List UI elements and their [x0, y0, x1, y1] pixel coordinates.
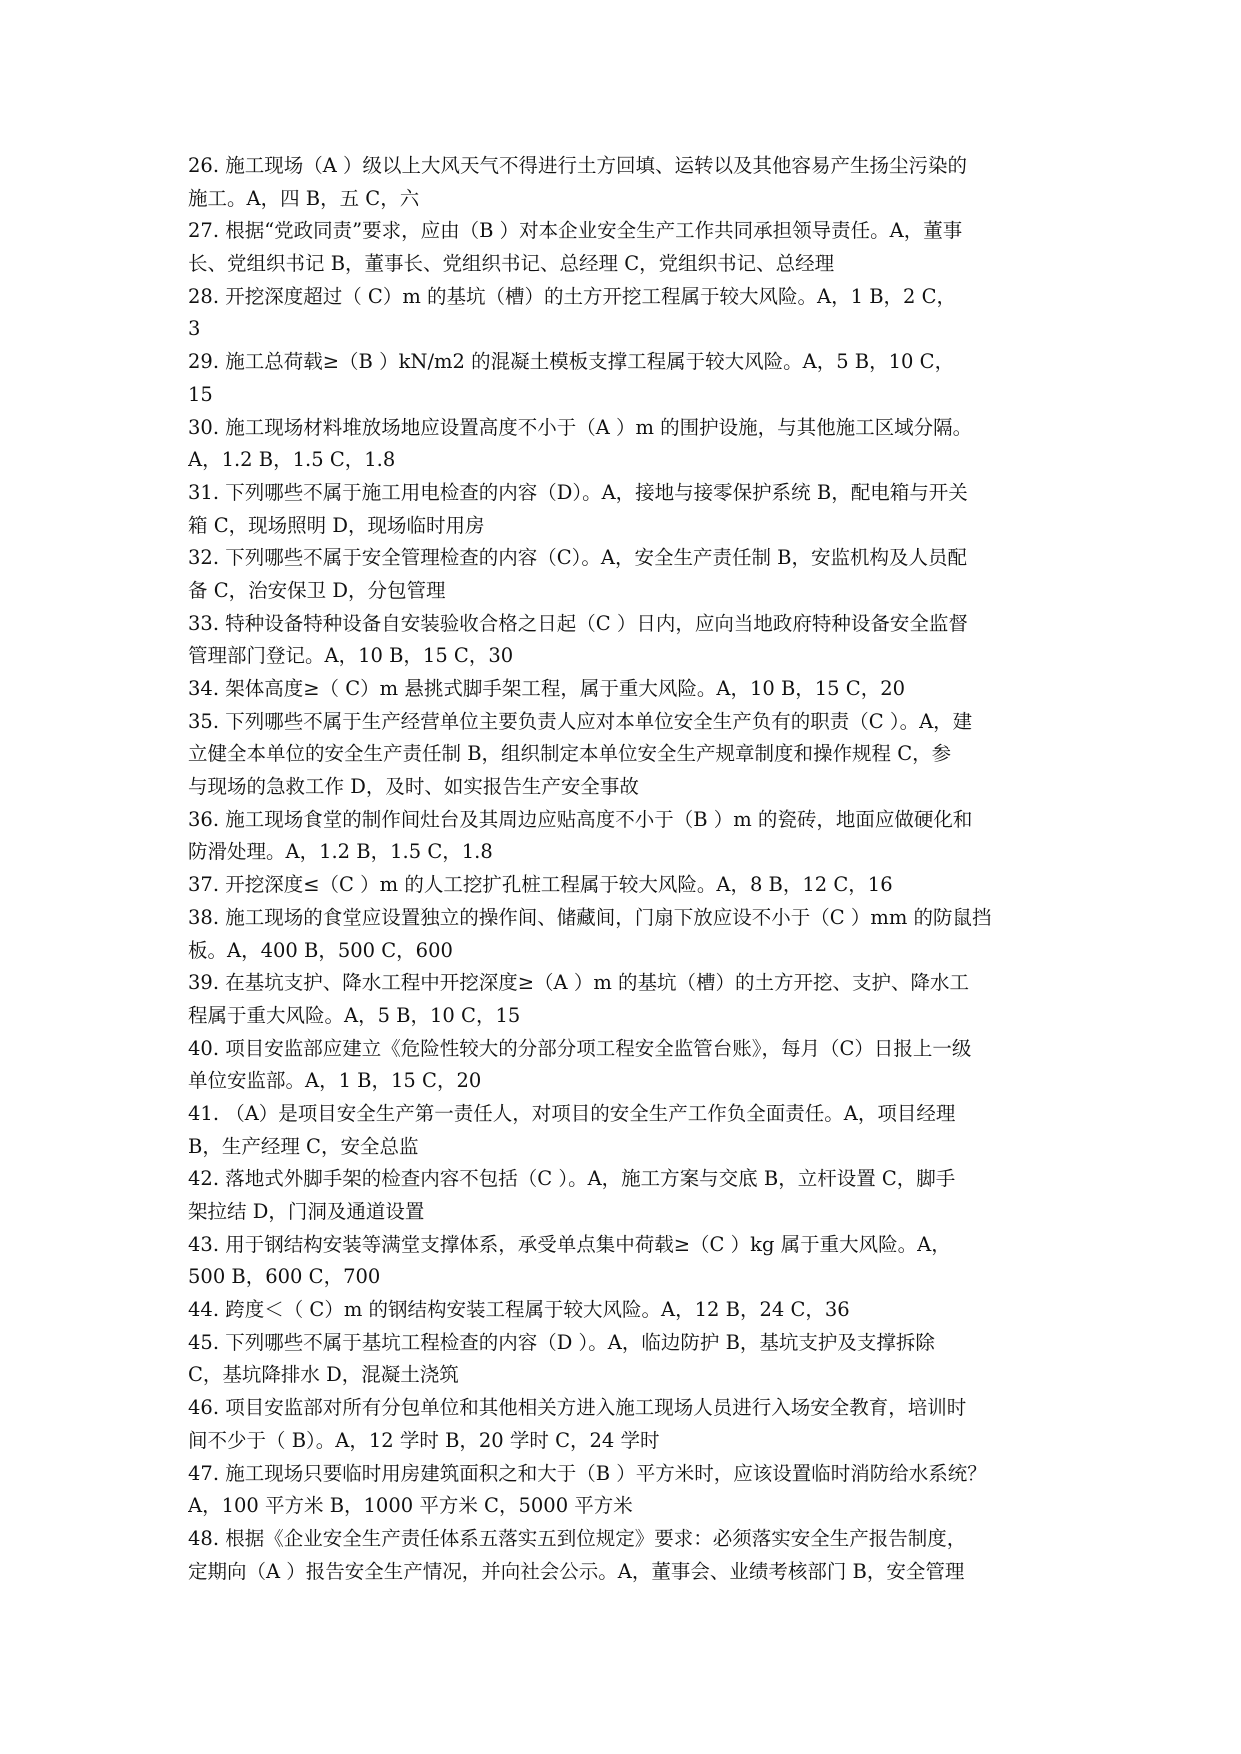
text-line: 41. （A）是项目安全生产第一责任人，对项目的安全生产工作负全面责任。A，项目经理 — [188, 1101, 956, 1125]
text-line: 43. 用于钢结构安装等满堂支撑体系，承受单点集中荷载≥（C ）kg 属于重大风险。A， — [188, 1232, 951, 1256]
text-line: 立健全本单位的安全生产责任制 B，组织制定本单位安全生产规章制度和操作规程 C，参 — [188, 742, 952, 766]
text-line: 3 — [188, 317, 201, 341]
text-line: 27. 根据“党政同责”要求，应由（B ）对本企业安全生产工作共同承担领导责任。A，董事 — [188, 219, 963, 243]
text-line: 单位安监部。A，1 B，15 C，20 — [188, 1069, 482, 1093]
text-line: 与现场的急救工作 D，及时、如实报告生产安全事故 — [188, 775, 639, 799]
text-line: 42. 落地式外脚手架的检查内容不包括（C ）。A，施工方案与交底 B，立杆设置 C，脚手 — [188, 1167, 956, 1191]
text-line: 15 — [188, 382, 213, 406]
text-line: 45. 下列哪些不属于基坑工程检查的内容（D ）。A，临边防护 B，基坑支护及支撑拆除 — [188, 1330, 935, 1354]
text-line: 47. 施工现场只要临时用房建筑面积之和大于（B ）平方米时，应该设置临时消防给水系统？ — [188, 1461, 987, 1485]
text-line: A，100 平方米 B，1000 平方米 C，5000 平方米 — [188, 1494, 633, 1518]
text-line: 26. 施工现场（A ）级以上大风天气不得进行土方回填、运转以及其他容易产生扬尘污染的 — [188, 154, 967, 177]
text-line: 37. 开挖深度≤（C ）m 的人工挖扩孔桩工程属于较大风险。A，8 B，12 C，16 — [188, 873, 893, 897]
text-line: 29. 施工总荷载≥（B ）kN/m2 的混凝土模板支撑工程属于较大风险。A，5 B，10 C， — [188, 350, 955, 374]
text-line: 长、党组织书记 B，董事长、党组织书记、总经理 C，党组织书记、总经理 — [188, 252, 835, 276]
text-line: 28. 开挖深度超过（ C）m 的基坑（槽）的土方开挖工程属于较大风险。A，1 B，2 C， — [188, 284, 957, 308]
text-line: 46. 项目安监部对所有分包单位和其他相关方进入施工现场人员进行入场安全教育，培训时 — [188, 1396, 967, 1420]
text-line: A，1.2 B，1.5 C，1.8 — [188, 448, 396, 472]
text-line: C，基坑降排水 D，混凝土浇筑 — [188, 1363, 459, 1387]
text-line: 48. 根据《企业安全生产责任体系五落实五到位规定》要求：必须落实安全生产报告制度， — [188, 1526, 967, 1550]
text-line: 管理部门登记。A，10 B，15 C，30 — [188, 644, 514, 668]
text-line: 38. 施工现场的食堂应设置独立的操作间、储藏间，门扇下放应设不小于（C ）mm 的防鼠挡 — [188, 905, 992, 929]
text-line: 间不少于（ B）。A，12 学时 B，20 学时 C，24 学时 — [188, 1428, 660, 1452]
text-line: 架拉结 D，门洞及通道设置 — [188, 1200, 425, 1223]
text-line: B，生产经理 C，安全总监 — [188, 1134, 419, 1158]
text-line: 31. 下列哪些不属于施工用电检查的内容（D）。A，接地与接零保护系统 B，配电箱与开关 — [188, 480, 968, 504]
text-line: 36. 施工现场食堂的制作间灶台及其周边应贴高度不小于（B ）m 的瓷砖，地面应做硬化和 — [188, 807, 973, 831]
text-line: 施工。A，四 B，五 C，六 — [188, 186, 420, 210]
text-line: 30. 施工现场材料堆放场地应设置高度不小于（A ）m 的围护设施，与其他施工区域分隔。 — [188, 415, 973, 439]
text-line: 44. 跨度＜（ C）m 的钢结构安装工程属于较大风险。A，12 B，24 C，36 — [188, 1298, 850, 1322]
text-line: 板。A，400 B，500 C，600 — [188, 938, 453, 962]
text-line: 防滑处理。A，1.2 B，1.5 C，1.8 — [188, 840, 493, 864]
text-line: 32. 下列哪些不属于安全管理检查的内容（C）。A，安全生产责任制 B，安监机构及人员配 — [188, 546, 967, 570]
text-line: 定期向（A ）报告安全生产情况，并向社会公示。A，董事会、业绩考核部门 B，安全管理 — [188, 1559, 965, 1583]
text-line: 33. 特种设备特种设备自安装验收合格之日起（C ）日内，应向当地政府特种设备安全监督 — [188, 611, 968, 635]
text-line: 34. 架体高度≥（ C）m 悬挑式脚手架工程，属于重大风险。A，10 B，15 C，20 — [188, 677, 906, 700]
question-list — [188, 150, 1068, 1588]
text-line: 500 B，600 C，700 — [188, 1265, 381, 1289]
text-line: 备 C，治安保卫 D，分包管理 — [188, 578, 446, 602]
text-line: 箱 C，现场照明 D，现场临时用房 — [188, 513, 485, 537]
text-line: 程属于重大风险。A，5 B，10 C，15 — [188, 1003, 521, 1027]
text-line: 35. 下列哪些不属于生产经营单位主要负责人应对本单位安全生产负有的职责（C ）。A，建 — [188, 709, 973, 733]
text-line: 40. 项目安监部应建立《危险性较大的分部分项工程安全监管台账》，每月（C）日报上一级 — [188, 1036, 972, 1060]
text-line: 39. 在基坑支护、降水工程中开挖深度≥（A ）m 的基坑（槽）的土方开挖、支护、降水工 — [188, 971, 970, 995]
